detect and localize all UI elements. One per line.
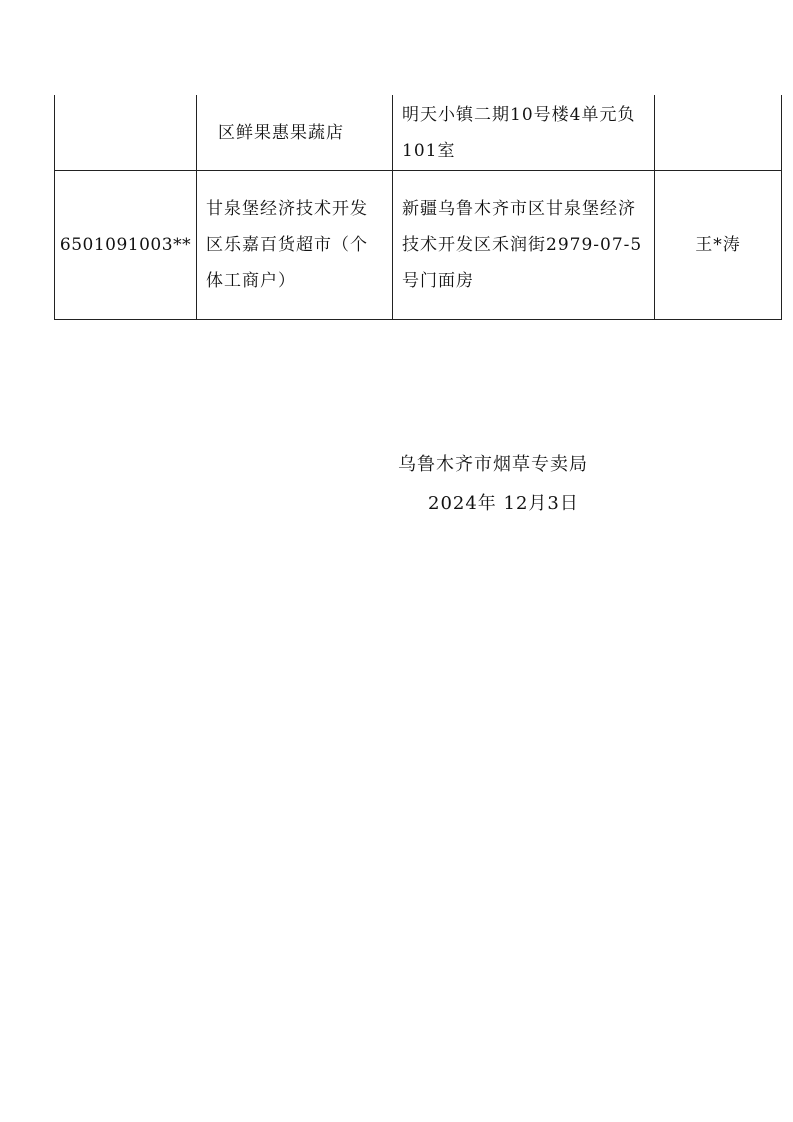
table-row bbox=[55, 95, 782, 171]
license-table bbox=[54, 95, 782, 320]
store-address: 明天小镇二期10号楼4单元负101室 bbox=[402, 104, 636, 161]
issue-date: 2024年 12月3日 bbox=[428, 493, 579, 514]
license-number-cell bbox=[55, 95, 197, 171]
address-cell bbox=[393, 171, 655, 320]
license-number-cell bbox=[55, 171, 197, 320]
license-number: 6501091003** bbox=[59, 235, 192, 255]
store-name: 区鲜果惠果蔬店 bbox=[218, 122, 344, 143]
operator-name: 王*涛 bbox=[695, 235, 741, 255]
operator-cell bbox=[655, 171, 782, 320]
address-cell bbox=[393, 95, 655, 171]
store-address: 新疆乌鲁木齐市区甘泉堡经济技术开发区禾润街2979-07-5号门面房 bbox=[402, 199, 643, 291]
table-row bbox=[55, 171, 782, 320]
store-name-cell bbox=[197, 171, 393, 320]
store-name: 甘泉堡经济技术开发区乐嘉百货超市（个体工商户） bbox=[206, 199, 368, 291]
issuer-name: 乌鲁木齐市烟草专卖局 bbox=[398, 454, 588, 475]
operator-cell bbox=[655, 95, 782, 171]
store-name-cell bbox=[197, 95, 393, 171]
